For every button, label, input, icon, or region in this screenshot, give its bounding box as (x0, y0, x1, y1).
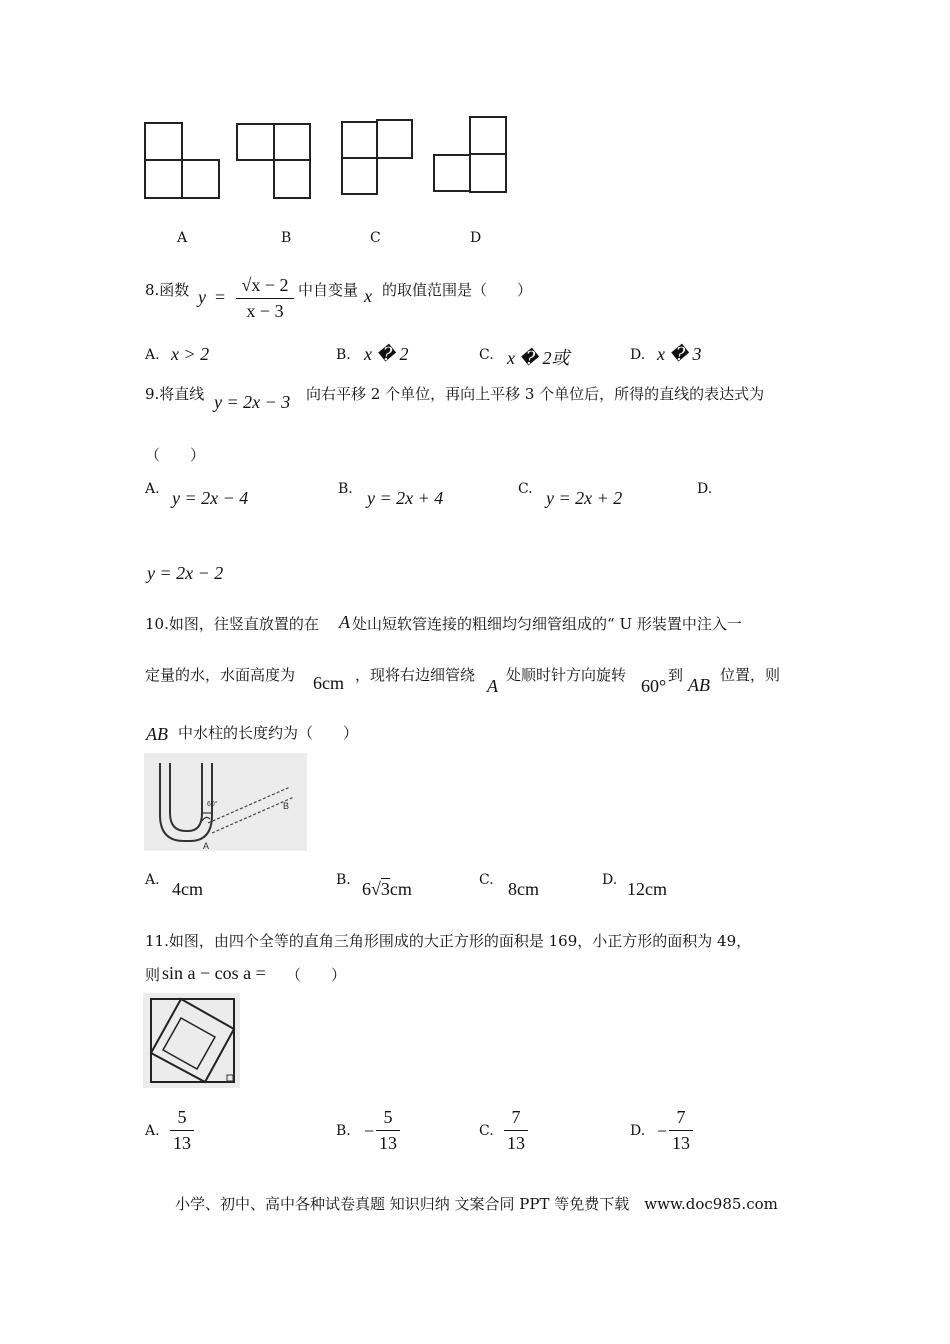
q11-line1: 11.如图，由四个全等的直角三角形围成的大正方形的面积是 169，小正方形的面积为 49， (145, 932, 752, 950)
q9-expr: y = 2x − 3 (214, 392, 291, 412)
q10-line2e: 位置，则 (720, 666, 781, 684)
u-tube-point-a: A (203, 841, 210, 851)
q9-option-c: y = 2x + 2 (546, 488, 623, 508)
net-label-c: C (370, 230, 381, 246)
q11-option-d-sign: − (657, 1121, 668, 1141)
q10-line2d: 到 (668, 666, 684, 684)
q8-option-c: x � 2或 (507, 348, 570, 368)
q10-option-b-unit: cm (389, 879, 412, 899)
q10-line2a: 定量的水，水面高度为 (145, 666, 296, 684)
q10-option-c: 8cm (508, 879, 539, 899)
q10-option-a: 4cm (172, 879, 203, 899)
q8-option-c-label: C. (479, 347, 494, 363)
q11-option-b-fraction: 5 13 (376, 1107, 400, 1154)
q11-line2a: 则 (145, 966, 161, 984)
q10-ab2: AB (146, 724, 168, 744)
u-tube-angle-label: 60° (207, 801, 218, 808)
q9-option-c-label: C. (518, 481, 533, 497)
u-tube-figure (144, 753, 307, 851)
q11-expr: sin a − cos a = (162, 963, 266, 983)
q11-option-d-fraction: 7 13 (669, 1107, 693, 1154)
q8-option-b-label: B. (336, 347, 351, 363)
q8-option-b: x � 2 (364, 344, 409, 364)
q9-prefix: 9.将直线 (145, 385, 205, 403)
q10-height: 6cm (313, 673, 344, 693)
q8-mid: 中自变量 (298, 281, 359, 299)
q10-option-b-coef: 6 (362, 879, 371, 899)
q10-point-a2: A (487, 676, 498, 696)
net-label-d: D (470, 230, 482, 246)
q10-line1b: 处山短软管连接的粗细均匀细管组成的“ U 形装置中注入一 (352, 615, 742, 633)
q10-option-b-radicand: 3 (380, 879, 390, 899)
q9-paren: （ ） (145, 446, 206, 464)
q9-option-a: y = 2x − 4 (172, 488, 249, 508)
net-label-b: B (281, 230, 292, 246)
q8-option-a-label: A. (145, 347, 160, 363)
q8-option-d-label: D. (630, 347, 646, 363)
pythagoras-square-figure (143, 993, 240, 1088)
net-label-a: A (177, 230, 188, 246)
q10-option-b (362, 879, 412, 900)
q11-option-c-fraction: 7 13 (504, 1107, 528, 1154)
q11-option-a-fraction: 5 13 (170, 1107, 194, 1154)
q8-prefix: 8.函数 (145, 281, 190, 299)
q8-lhs: y (198, 287, 206, 307)
q10-option-d: 12cm (627, 879, 667, 899)
q11-option-b-sign: − (364, 1121, 375, 1141)
q10-line3: 中水柱的长度约为（ ） (178, 724, 359, 742)
q8-fraction (236, 275, 294, 322)
radical-sign: √ (371, 879, 381, 899)
q8-denominator: x − 3 (246, 301, 284, 321)
page-footer: 小学、初中、高中各种试卷真题 知识归纳 文案合同 PPT 等免费下载 www.doc985.com (175, 1195, 778, 1213)
q9-option-d: y = 2x − 2 (147, 563, 224, 583)
q11-option-d-label: D. (630, 1123, 646, 1139)
q10-ab: AB (688, 675, 710, 695)
q8-numerator: √x − 2 (241, 275, 289, 295)
q10-line2b: ，现将右边细管绕 (355, 666, 476, 684)
q10-line2c: 处顺时针方向旋转 (506, 666, 627, 684)
q9-option-b-label: B. (338, 481, 353, 497)
q11-option-b-label: B. (336, 1123, 351, 1139)
q8-var: x (364, 286, 372, 306)
q9-option-d-label: D. (697, 481, 713, 497)
q9-option-b: y = 2x + 4 (367, 488, 444, 508)
q8-suffix: 的取值范围是（ ） (382, 281, 533, 299)
u-tube-point-b: B (283, 801, 290, 811)
q8-option-d: x � 3 (657, 344, 702, 364)
q8-option-a: x > 2 (171, 344, 210, 364)
q10-option-a-label: A. (145, 872, 160, 888)
q10-option-c-label: C. (479, 872, 494, 888)
q10-option-b-label: B. (336, 872, 351, 888)
q9-suffix: 向右平移 2 个单位，再向上平移 3 个单位后，所得的直线的表达式为 (306, 385, 765, 403)
q8-eq: = (215, 287, 226, 307)
q10-point-a: A (339, 612, 350, 632)
q10-line1a: 10.如图，往竖直放置的在 (145, 615, 319, 633)
q9-option-a-label: A. (145, 481, 160, 497)
q11-line2b: （ ） (286, 966, 347, 984)
cube-net-figures (0, 0, 950, 210)
q10-angle: 60° (641, 676, 667, 696)
q11-option-a-label: A. (145, 1123, 160, 1139)
q10-option-d-label: D. (602, 872, 618, 888)
q11-option-c-label: C. (479, 1123, 494, 1139)
